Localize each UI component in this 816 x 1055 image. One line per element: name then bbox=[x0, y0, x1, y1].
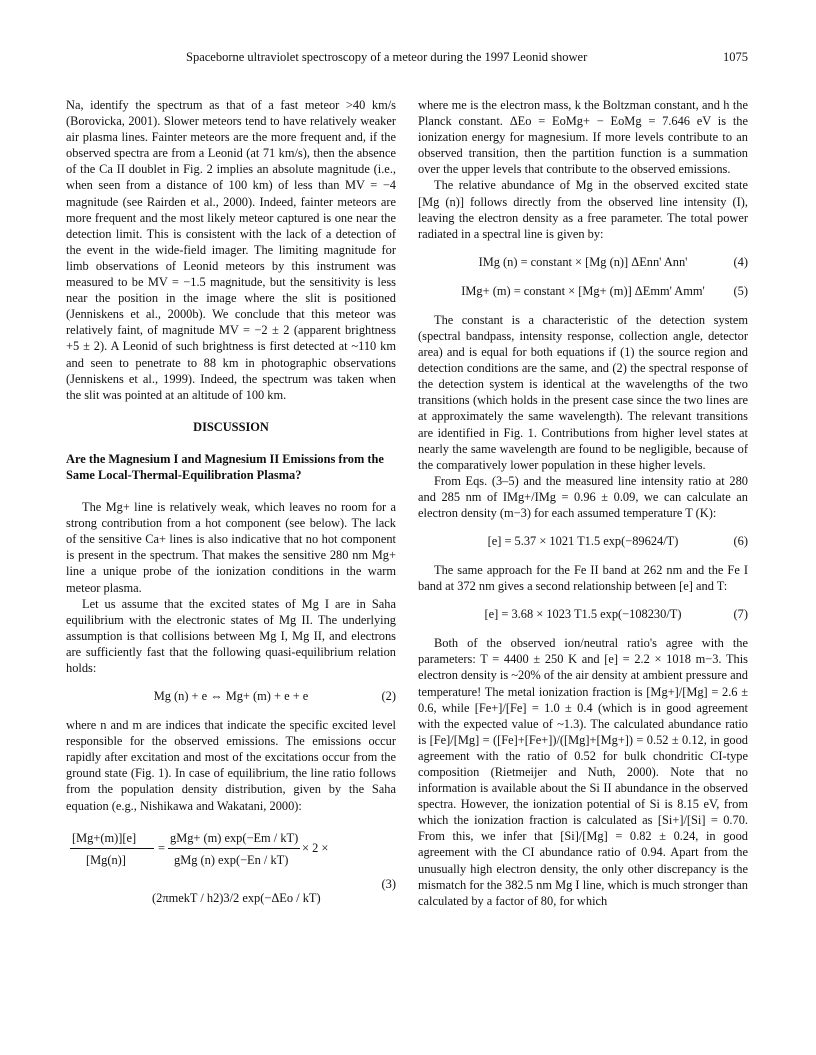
fraction-bar bbox=[168, 848, 300, 849]
saha-rhs-numerator: gMg+ (m) exp(−Em / kT) bbox=[170, 830, 299, 845]
equation-number: (5) bbox=[733, 283, 748, 298]
equation-text: [e] = 5.37 × 1021 T1.5 exp(−89624/T) bbox=[487, 534, 679, 549]
equation-number: (6) bbox=[733, 534, 748, 549]
paragraph: Na, identify the spectrum as that of a fast meteor >40 km/s (Borovicka, 2001). Slower meteors tend to have relatively weaker air plasma lines. Fainter meteors are the more frequent and, if the observed spectra are from a Leonid (at 71 km/s), then the absence of the Ca II doublet in Fig. 2 implies an absolute magnitude (i.e., when seen from a distance of 100 km) of less than MV = −4 magnitude (see Rairden et al., 2000). Indeed, fainter meteors are more frequent and the most likely meteor captured is one near the detection limit. This is consistent with the lack of a detection of the event in the wide-field imager. The limiting magnitude for limb observations of Leonid meteors by this instrument was measured to be MV = −1.5 magnitude, but the sensitivity is less near the position in the image where the slit is positioned (Jenniskens et al., 2000b). We conclude that this meteor was relatively faint, of magnitude MV = −2 ± 2 (apparent brightness +5 ± 2). A Leonid of such brightness is first detected at ~110 km and seen to penetrate to 88 km in photographic observations (Jenniskens et al., 1999). Indeed, the spectrum was taken when the slit was pointed at an altitude of 100 km. bbox=[66, 98, 396, 402]
paragraph: The constant is a characteristic of the detection system (spectral bandpass, intensity response, collection angle, detector area) and is equal for both equations if (1) the source region and detection conditions are the same, and (2) the spectral response of the detection system is identical at the wavelengths of the two transitions (which holds in the present case since the two lines are at approximately the same wavelength). The relevant transitions are identified in Fig. 1. Contributions from higher level states at nearly the same wavelength are found to be negligible, because of the comparatively lower population in these higher levels. bbox=[418, 312, 748, 472]
paragraph: The same approach for the Fe II band at 262 nm and the Fe I band at 372 nm gives a second relationship between [e] and T: bbox=[418, 563, 748, 594]
equation-number: (2) bbox=[381, 689, 396, 704]
equation-text: [e] = 3.68 × 1023 T1.5 exp(−108230/T) bbox=[484, 607, 682, 622]
saha-rhs-denominator: gMg (n) exp(−En / kT) bbox=[174, 852, 289, 867]
saha-second-line: (2πmekT / h2)3/2 exp(−ΔEo / kT) bbox=[152, 890, 321, 905]
equation-text: IMg+ (m) = constant × [Mg+ (m)] ΔEmm' Amm' bbox=[461, 283, 705, 298]
page-number: 1075 bbox=[723, 50, 748, 64]
saha-lhs-denominator: [Mg(n)] bbox=[86, 852, 126, 867]
equals-sign: = bbox=[158, 840, 165, 855]
right-column bbox=[418, 97, 748, 909]
equation-text: Mg (n) + e ⇔ Mg+ (m) + e + e bbox=[153, 689, 309, 704]
equation-number: (3) bbox=[381, 876, 396, 891]
equation-5 bbox=[418, 283, 748, 300]
saha-times: × 2 × bbox=[302, 840, 329, 855]
paragraph: From Eqs. (3–5) and the measured line intensity ratio at 280 and 285 nm of IMg+/IMg = 0.96 ± 0.09, we can calculate an electron density (m−3) for each assumed temperature T (K): bbox=[418, 473, 748, 520]
paragraph: where me is the electron mass, k the Boltzman constant, and h the Planck constant. ΔEo = EoMg+ − EoMg = 7.646 eV is the ionization energy for magnesium. If more levels contribute to an observed transition, then the partition function is a summation over the upper levels that contribute to the observed emissions. bbox=[418, 98, 748, 177]
paragraph: where n and m are indices that indicate the specific excited level responsible for the observed emissions. The emissions occur rapidly after excitation and most of the excitations occur from the ground state (Fig. 1). In case of equilibrium, the line ratio follows from the population density distribution, given by the Saha equation (e.g., Nishikawa and Wakatani, 2000): bbox=[66, 718, 396, 813]
paragraph: The relative abundance of Mg in the observed excited state [Mg (n)] follows directly from the observed line intensity (I), leaving the electron density as a free parameter. The total power radiated in a spectral line is given by: bbox=[418, 178, 748, 241]
equation-7 bbox=[418, 606, 748, 623]
equation-number: (4) bbox=[733, 254, 748, 269]
equation-text: IMg (n) = constant × [Mg (n)] ΔEnn' Ann' bbox=[478, 254, 688, 269]
equation-4 bbox=[418, 254, 748, 271]
paragraph: Let us assume that the excited states of Mg I are in Saha equilibrium with the electronic states of Mg II. The underlying assumption is that collisions between Mg I, Mg II, and electrons are sufficiently fast that the following quasi-equilibrium relation holds: bbox=[66, 596, 396, 675]
subsection-heading: Are the Magnesium I and Magnesium II Emissions from the Same Local-Thermal-Equilibration Plasma? bbox=[66, 451, 384, 482]
fraction-bar bbox=[70, 848, 154, 849]
equation-6 bbox=[418, 533, 748, 550]
section-heading: DISCUSSION bbox=[193, 419, 269, 434]
equation-3-saha bbox=[66, 820, 396, 916]
equation-2 bbox=[66, 688, 396, 705]
paragraph: The Mg+ line is relatively weak, which leaves no room for a strong contribution from a hot component (see below). The lack of the sensitive Ca+ lines is also indicative that no hot component is present in the spectrum. That makes the sensitive 280 nm Mg+ line a unique probe of the ionization conditions in the warm meteor plasma. bbox=[66, 500, 396, 595]
running-header bbox=[66, 50, 748, 70]
running-title: Spaceborne ultraviolet spectroscopy of a meteor during the 1997 Leonid shower bbox=[186, 50, 588, 64]
paragraph: Both of the observed ion/neutral ratio's agree with the parameters: T = 4400 ± 250 K and [e] = 2.2 × 1018 m−3. This electron density is ~20% of the air density at ambient pressure and temperature! The metal ionization fraction is [Mg+]/[Mg] = 2.6 ± 0.6, while [Fe+]/[Fe] = 1.0 ± 0.4 (which is in good agreement with the expected value of ~1.3). The calculated abundance ratio is [Fe]/[Mg] = ([Fe]+[Fe+])/([Mg]+[Mg+]) = 0.52 ± 0.12, in good agreement with the ratio of 0.52 for bulk chondritic CI-type composition (Rietmeijer and Nuth, 2000). Note that no information is available about the Si II abundance in the observed spectra. However, the ionization potential of Si is 8.15 eV, from which the ionization fraction is calculated as [Si+]/[Si] = 0.70. From this, we infer that [Si]/[Mg] = 0.82 ± 0.24, in good agreement with the CI abundance ratio of 0.94. Apart from the unusually high electron density, the only other discrepancy is the mismatch for the 382.5 nm Mg I line, which is much stronger than calculated by a factor of 80, for which bbox=[418, 636, 748, 908]
saha-lhs-numerator: [Mg+(m)][e] bbox=[72, 830, 137, 845]
equation-number: (7) bbox=[733, 607, 748, 622]
left-column bbox=[66, 97, 396, 924]
